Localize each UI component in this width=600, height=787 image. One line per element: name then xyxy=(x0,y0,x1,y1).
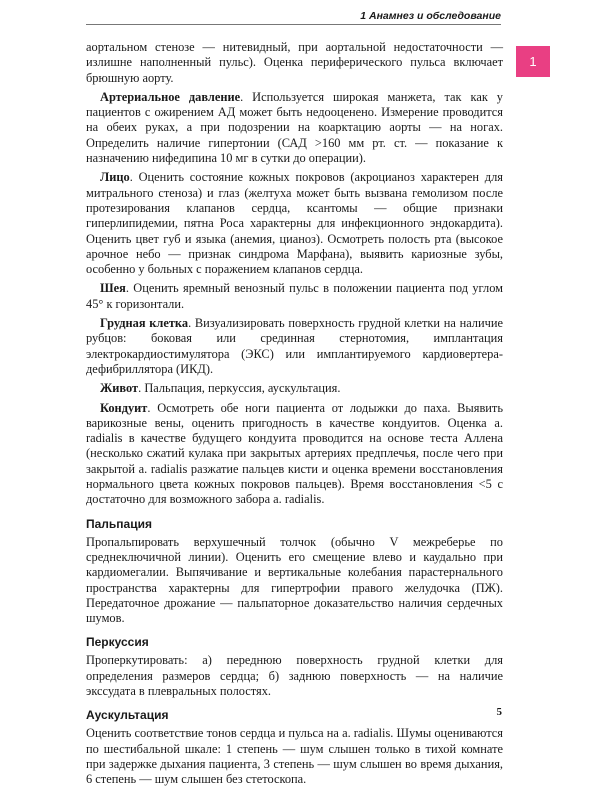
term-chest: Грудная клетка xyxy=(100,316,189,331)
text-face: . Оценить состояние кожных покровов (акроцианоз характерен для митрального стеноза) и глаз (желтуха может быть вызвана гемолизом после протезирования клапанов сердца, ксантомы — общие признаки гиперлипидемии, пятна Роса характерны для инфекционного эндокардита). Оценить цвет губ и языка (анемия, цианоз). Осмотреть полость рта (высокое арочное небо — признак синдрома Марфана), выявить кариозные зубы, особенно у больных с поражением клапанов сердца. xyxy=(86,170,503,277)
text-neck: . Оценить яремный венозный пульс в положении пациента под углом 45° к горизонтали. xyxy=(86,281,503,311)
text-blood-pressure: . Используется широкая манжета, так как у пациентов с ожирением АД может быть недооценено. Измерение проводится на обеих руках, а при подозрении на коарктацию аорты — на ногах. Определить наличие гипертонии (САД >160 мм рт. ст. — показание к назначению нифедипина 10 мг в сутки до операции). xyxy=(86,89,503,166)
section-text-auscultation: Оценить соответствие тонов сердца и пульса на a. radialis. Шумы оцениваются по шестибальной шкале: 1 степень — шум слышен только в тихой комнате при задержке дыхания пациента, 3 степень — шум слышен во время дыхания, 6 степень — шум слышен без стетоскопа. xyxy=(86,726,503,787)
term-neck: Шея xyxy=(100,281,126,296)
paragraph-neck xyxy=(86,281,503,312)
section-heading-percussion: Перкуссия xyxy=(86,635,149,650)
section-text-palpation: Пропальпировать верхушечный толчок (обычно V межреберье по среднеключичной линии). Оценить его смещение влево и каудально при кардиомегалии. Выпячивание и вертикальные колебания парастернального пространства характерны для гипертрофии правого желудочка (ПЖ). Передаточное дрожание — пальпаторное доказательство наличия сердечных шумов. xyxy=(86,534,503,626)
running-header xyxy=(86,9,501,25)
paragraph-face xyxy=(86,170,503,277)
paragraph-continuation: аортальном стенозе — нитевидный, при аортальной недостаточности — излишне наполненный пульс). Оценка периферического пульса включает брюшную аорту. xyxy=(86,40,503,85)
paragraph-chest xyxy=(86,316,503,377)
term-face: Лицо xyxy=(100,170,130,185)
paragraph-conduit xyxy=(86,401,503,508)
term-abdomen: Живот xyxy=(100,381,139,396)
text-abdomen: . Пальпация, перкуссия, аускультация. xyxy=(138,381,341,396)
running-title: 1 Анамнез и обследование xyxy=(360,10,501,22)
paragraph-blood-pressure xyxy=(86,90,503,166)
section-heading-palpation: Пальпация xyxy=(86,516,152,531)
text-conduit: . Осмотреть обе ноги пациента от лодыжки до паха. Выявить варикозные вены, оценить пригодность в качестве кондуитов. Оценка a. radialis в качестве будущего кондуита проводится на основе теста Аллена (несколько сжатий кулака при закрытых артериях предплечья, после чего при закрытой a. radialis разжатие пальцев кисти и оценка времени восстановления нормального цвета кожных покровов пальцев). Время восстановления <5 с достаточно для возможного забора a. radialis. xyxy=(86,400,503,507)
term-blood-pressure: Артериальное давление xyxy=(100,89,241,104)
page-body xyxy=(86,40,503,787)
section-heading-auscultation: Аускультация xyxy=(86,708,169,723)
paragraph-abdomen xyxy=(86,381,503,396)
chapter-tab xyxy=(516,46,550,77)
term-conduit: Кондуит xyxy=(100,400,148,415)
chapter-number: 1 xyxy=(529,54,537,69)
page-number: 5 xyxy=(496,706,502,718)
section-text-percussion: Проперкутировать: а) переднюю поверхность грудной клетки для определения размеров сердца; б) заднюю поверхность — на наличие экссудата в плевральных полостях. xyxy=(86,653,503,698)
text-chest: . Визуализировать поверхность грудной клетки на наличие рубцов: боковая или срединная стернотомия, имплантация электрокардиостимулятора (ЭКС) или имплантируемого кардиовертера-дефибриллятора (ИКД). xyxy=(86,316,503,376)
